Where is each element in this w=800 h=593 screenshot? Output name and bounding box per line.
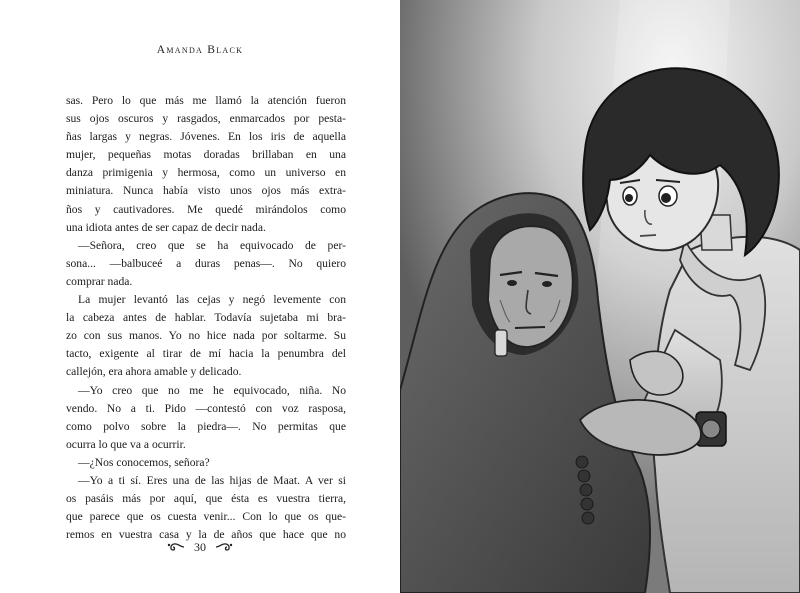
text-line: miniatura. Nunca había visto unos ojos más extra- bbox=[66, 184, 346, 198]
page-folio bbox=[0, 537, 400, 557]
text-line: ocurra lo que va a ocurrir. bbox=[66, 437, 186, 451]
left-flourish-icon bbox=[166, 541, 186, 553]
text-line: comprar nada. bbox=[66, 274, 133, 288]
text-line: mujer, pequeñas motas doradas brillaban en una bbox=[66, 148, 346, 162]
text-line: que parece que os cuesta venir... Con lo que os que- bbox=[66, 510, 346, 524]
illustration-art bbox=[400, 0, 800, 593]
illustration bbox=[400, 0, 800, 593]
text-line: —¿Nos conocemos, señora? bbox=[78, 455, 210, 469]
text-line: —Yo creo que no me he equivocado, niña. No bbox=[78, 383, 346, 397]
text-line: os pasáis más por aquí, que ésta es vuestra tierra, bbox=[66, 492, 346, 506]
text-line: vendo. No a ti. Pido —contestó con voz rasposa, bbox=[66, 401, 346, 415]
text-line: —Yo a ti sí. Eres una de las hijas de Maat. A ver si bbox=[78, 473, 346, 487]
text-line: una idiota antes de ser capaz de decir nada. bbox=[66, 220, 266, 234]
page-number: 30 bbox=[194, 539, 206, 554]
text-line: danza primigenia y hermosa, como un universo en bbox=[66, 166, 346, 180]
right-flourish-icon bbox=[214, 541, 234, 553]
text-line: la cabeza antes de hablar. Todavía sujetaba mi bra- bbox=[66, 311, 346, 325]
text-line: remos en vuestra casa y la de años que hace que no bbox=[66, 528, 346, 542]
text-line: —Señora, creo que se ha equivocado de per- bbox=[78, 238, 346, 252]
text-line: como polvo sobre la piedra—. No permitas que bbox=[66, 419, 346, 433]
body-text bbox=[66, 92, 346, 544]
text-line: La mujer levantó las cejas y negó levemente con bbox=[78, 293, 346, 307]
text-line: sona... —balbuceé a duras penas—. No quiero bbox=[66, 256, 346, 270]
running-header: Amanda Black bbox=[156, 44, 244, 56]
text-line: sas. Pero lo que más me llamó la atención fueron bbox=[66, 94, 346, 107]
text-line: sus ojos oscuros y rasgados, enmarcados por pesta- bbox=[66, 112, 346, 126]
text-line: ñas largas y negras. Jóvenes. En los iris de aquella bbox=[66, 130, 346, 144]
text-line: ños y cautivadores. Me quedé mirándolos como bbox=[66, 202, 346, 216]
text-line: callejón, era ahora amable y delicado. bbox=[66, 365, 242, 379]
text-line: zo con sus manos. Yo no hice nada por soltarme. Su bbox=[66, 329, 346, 343]
text-line: tacto, exigente al tirar de mí hacia la penumbra del bbox=[66, 347, 346, 361]
